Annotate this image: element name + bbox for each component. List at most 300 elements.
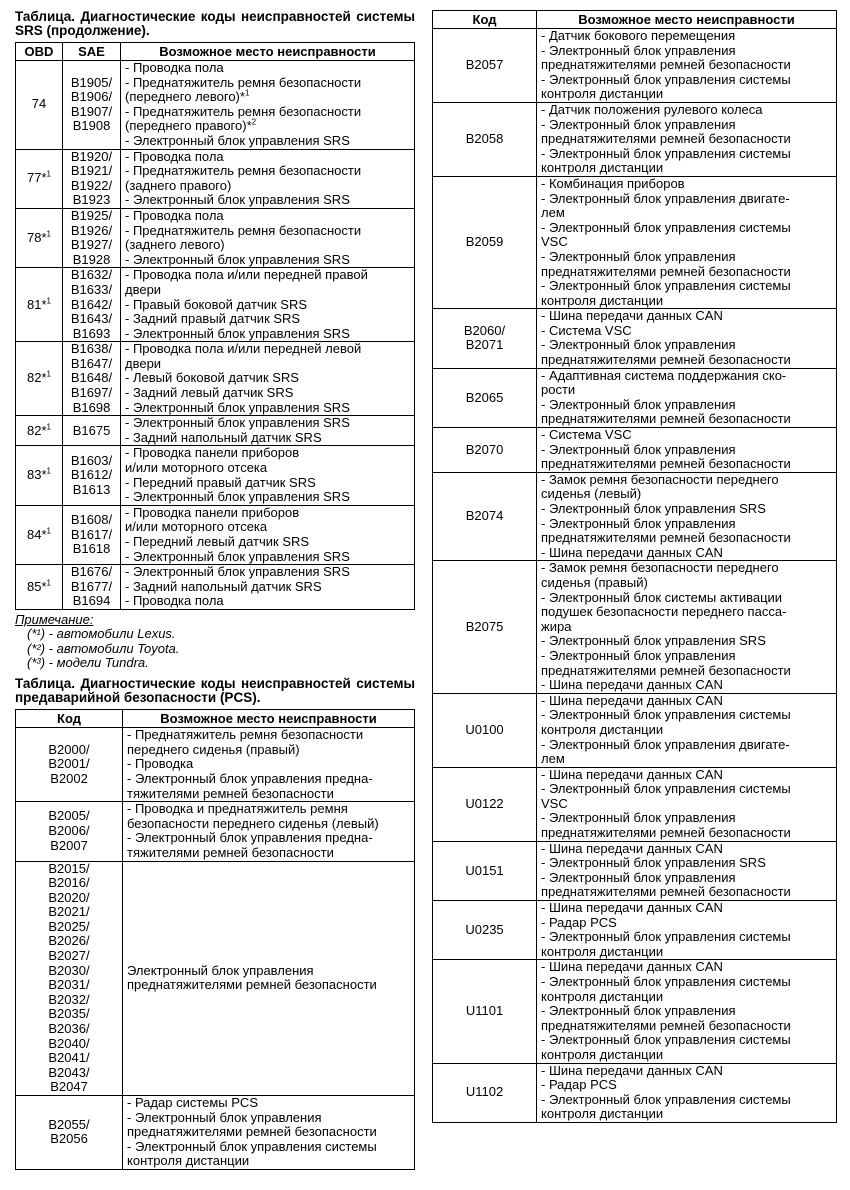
location-line: лем bbox=[541, 205, 565, 221]
location-line: - Преднатяжитель ремня безопасности bbox=[127, 727, 364, 743]
location-line: - Радар системы PCS bbox=[127, 1095, 258, 1110]
location-cell bbox=[121, 208, 415, 267]
sae-code-line: B1613 bbox=[72, 481, 111, 497]
location-cell bbox=[123, 728, 415, 802]
code-line: B2040/ bbox=[48, 1035, 90, 1051]
code-line: B2005/ bbox=[48, 808, 90, 824]
sae-code-line: B1922/ bbox=[70, 177, 113, 193]
location-line: - Электронный блок управления SRS bbox=[125, 192, 350, 208]
location-line: сиденья (левый) bbox=[541, 486, 642, 502]
location-line: - Шина передачи данных CAN bbox=[541, 692, 723, 708]
sae-code-line: B1612/ bbox=[70, 467, 113, 483]
location-line: - Электронный блок управления SRS bbox=[541, 633, 766, 649]
location-line: - Проводка пола и/или передней правой bbox=[125, 267, 368, 283]
code-line: B2021/ bbox=[48, 904, 90, 920]
location-line: - Шина передачи данных CAN bbox=[541, 766, 723, 782]
obd-code-cell: 85*$^1$ bbox=[16, 565, 63, 610]
code-line: B2036/ bbox=[48, 1021, 90, 1037]
table-row bbox=[433, 767, 837, 841]
code-line: B2055/ bbox=[48, 1116, 90, 1132]
code-cell bbox=[433, 472, 537, 561]
location-cell bbox=[537, 901, 837, 960]
sae-code-cell bbox=[63, 505, 121, 564]
location-line: преднатяжителями ремней безопасности bbox=[541, 884, 791, 900]
location-line: VSC bbox=[541, 795, 568, 811]
location-line: - Преднатяжитель ремня безопасности bbox=[125, 74, 362, 90]
sae-code-line: B1693 bbox=[72, 325, 111, 341]
location-header: Возможное место неисправности bbox=[537, 11, 837, 29]
location-line: - Электронный блок управления bbox=[541, 810, 736, 826]
location-line: - Задний правый датчик SRS bbox=[125, 311, 301, 327]
location-line: - Преднатяжитель ремня безопасности bbox=[125, 163, 362, 179]
code-line: U1101 bbox=[465, 1003, 504, 1019]
location-line: преднатяжителями ремней безопасности bbox=[541, 456, 791, 472]
location-cell bbox=[537, 693, 837, 767]
table-row bbox=[16, 1096, 415, 1170]
location-cell bbox=[537, 1063, 837, 1122]
code-cell bbox=[433, 368, 537, 427]
location-line: - Электронный блок управления системы bbox=[541, 145, 791, 161]
location-line: - Преднатяжитель ремня безопасности bbox=[125, 222, 362, 238]
code-header: Код bbox=[433, 11, 537, 29]
table-row bbox=[433, 561, 837, 693]
table-row bbox=[433, 693, 837, 767]
table-row bbox=[16, 565, 415, 610]
code-cell bbox=[433, 561, 537, 693]
code-line: B2074 bbox=[465, 508, 504, 524]
location-line: двери bbox=[125, 281, 162, 297]
location-line: - Электронный блок управления системы bbox=[541, 278, 791, 294]
location-line: контроля дистанции bbox=[541, 1106, 664, 1122]
sae-code-line: B1926/ bbox=[70, 222, 113, 238]
code-cell bbox=[433, 901, 537, 960]
sae-code-line: B1647/ bbox=[70, 355, 113, 371]
table-row bbox=[433, 960, 837, 1063]
sae-code-line: B1642/ bbox=[70, 296, 113, 312]
location-line: контроля дистанции bbox=[127, 1153, 250, 1169]
location-line: двери bbox=[125, 355, 162, 371]
location-line: подушек безопасности переднего пасса- bbox=[541, 604, 787, 620]
location-line: - Электронный блок управления SRS bbox=[125, 564, 350, 580]
code-line: B2015/ bbox=[48, 860, 90, 876]
right-column bbox=[432, 0, 837, 1123]
code-cell bbox=[433, 693, 537, 767]
table-row bbox=[16, 268, 415, 342]
location-line: контроля дистанции bbox=[541, 721, 664, 737]
location-line: преднатяжителями ремней безопасности bbox=[541, 131, 791, 147]
location-line: - Шина передачи данных CAN bbox=[541, 544, 723, 560]
location-line: контроля дистанции bbox=[541, 86, 664, 102]
code-line: B2059 bbox=[465, 234, 504, 250]
location-header: Возможное место неисправности bbox=[123, 710, 415, 728]
location-cell bbox=[121, 342, 415, 416]
note-label: Примечание: bbox=[15, 611, 94, 627]
location-line: контроля дистанции bbox=[541, 1046, 664, 1062]
sae-code-line: B1618 bbox=[72, 541, 111, 557]
sae-code-cell bbox=[63, 565, 121, 610]
srs-header-row bbox=[16, 43, 415, 61]
location-cell bbox=[121, 416, 415, 446]
sae-code-line: B1920/ bbox=[70, 148, 113, 164]
code-line: U0100 bbox=[465, 721, 504, 737]
location-cell bbox=[537, 176, 837, 308]
sae-code-cell bbox=[63, 416, 121, 446]
location-line: (заднего правого) bbox=[125, 177, 232, 193]
sae-code-line: B1927/ bbox=[70, 237, 113, 253]
table-row bbox=[16, 342, 415, 416]
obd-header: OBD bbox=[16, 43, 63, 61]
location-line: - Электронный блок управления bbox=[541, 396, 736, 412]
location-line: - Радар PCS bbox=[541, 1077, 617, 1093]
code-cell bbox=[433, 1063, 537, 1122]
location-cell bbox=[121, 505, 415, 564]
location-line: - Проводка пола bbox=[125, 60, 224, 75]
code-line: B2065 bbox=[465, 389, 504, 405]
location-line: - Проводка пола bbox=[125, 148, 224, 164]
location-cell bbox=[537, 767, 837, 841]
table-row bbox=[433, 102, 837, 176]
location-line: сиденья (правый) bbox=[541, 574, 648, 590]
location-header: Возможное место неисправности bbox=[121, 43, 415, 61]
table-row bbox=[16, 505, 415, 564]
location-line: - Электронный блок управления SRS bbox=[125, 132, 350, 148]
sae-code-line: B1921/ bbox=[70, 163, 113, 179]
location-line: - Левый боковой датчик SRS bbox=[125, 370, 299, 386]
table-row bbox=[433, 841, 837, 900]
location-cell bbox=[121, 565, 415, 610]
table-row bbox=[16, 446, 415, 505]
location-line: - Электронный блок управления предна- bbox=[127, 830, 373, 846]
location-line: тяжителями ремней безопасности bbox=[127, 844, 334, 860]
table-row bbox=[16, 802, 415, 861]
sae-code-line: B1923 bbox=[72, 192, 111, 208]
code-cell bbox=[433, 767, 537, 841]
location-line: - Электронный блок управления системы bbox=[127, 1138, 377, 1154]
sae-code-line: B1928 bbox=[72, 251, 111, 267]
sae-code-line: B1608/ bbox=[70, 512, 113, 528]
location-line: - Электронный блок управления системы bbox=[541, 929, 791, 945]
location-line: - Комбинация приборов bbox=[541, 175, 685, 191]
code-cell bbox=[433, 960, 537, 1063]
obd-code-cell: 83*$^1$ bbox=[16, 446, 63, 505]
code-line: B2032/ bbox=[48, 991, 90, 1007]
location-line: - Электронный блок управления системы bbox=[541, 974, 791, 989]
code-line: B2057 bbox=[465, 57, 504, 73]
location-line: - Датчик бокового перемещения bbox=[541, 28, 736, 43]
code-line: B2060/ bbox=[463, 322, 506, 338]
code-line: B2000/ bbox=[48, 741, 90, 757]
location-line: - Замок ремня безопасности переднего bbox=[541, 471, 779, 487]
table-row bbox=[16, 208, 415, 267]
location-cell bbox=[121, 268, 415, 342]
location-line: - Электронный блок управления системы bbox=[541, 219, 791, 235]
srs-dtc-table bbox=[15, 42, 415, 610]
sae-code-line: B1675 bbox=[72, 422, 111, 438]
note-item: (*¹) - автомобили Lexus. bbox=[27, 626, 176, 642]
location-line: - Электронный блок управления SRS bbox=[125, 548, 350, 564]
sae-code-line: B1698 bbox=[72, 399, 111, 415]
location-line: преднатяжителями ремней безопасности bbox=[541, 1017, 791, 1033]
location-line: - Проводка панели приборов bbox=[125, 504, 300, 520]
sae-code-cell bbox=[63, 446, 121, 505]
code-line: B2001/ bbox=[48, 756, 90, 772]
sae-code-cell bbox=[63, 149, 121, 208]
location-line: - Шина передачи данных CAN bbox=[541, 308, 723, 324]
table-row bbox=[433, 29, 837, 103]
obd-code-cell: 78*$^1$ bbox=[16, 208, 63, 267]
location-line: - Замок ремня безопасности переднего bbox=[541, 560, 779, 576]
location-line: - Система VSC bbox=[541, 322, 632, 338]
code-line: U0235 bbox=[465, 921, 504, 937]
location-line: - Правый боковой датчик SRS bbox=[125, 296, 308, 312]
sae-code-line: B1697/ bbox=[70, 385, 113, 401]
location-line: (переднего левого)*$^1$ bbox=[125, 88, 250, 105]
pcs-dtc-table bbox=[15, 709, 415, 1170]
obd-code-cell: 74 bbox=[16, 61, 63, 150]
location-cell bbox=[537, 368, 837, 427]
code-cell bbox=[433, 102, 537, 176]
obd-code-cell: 84*$^1$ bbox=[16, 505, 63, 564]
location-line: - Электронный блок управления SRS bbox=[541, 855, 766, 871]
code-cell bbox=[16, 861, 123, 1096]
location-line: преднатяжителями ремней безопасности bbox=[541, 263, 791, 279]
location-line: - Электронный блок управления bbox=[541, 248, 736, 264]
code-cell bbox=[433, 29, 537, 103]
location-line: - Шина передачи данных CAN bbox=[541, 959, 723, 975]
location-line: - Электронный блок управления двигате- bbox=[541, 736, 790, 752]
code-cell bbox=[433, 428, 537, 473]
code-line: B2027/ bbox=[48, 948, 90, 964]
location-line: - Задний напольный датчик SRS bbox=[125, 429, 322, 445]
code-line: U1102 bbox=[465, 1084, 504, 1100]
location-line: - Проводка bbox=[127, 756, 194, 772]
location-line: - Электронный блок управления предна- bbox=[127, 770, 373, 786]
location-line: и/или моторного отсека bbox=[125, 460, 268, 476]
location-line: безопасности переднего сиденья (левый) bbox=[127, 815, 379, 831]
sae-code-line: B1677/ bbox=[70, 578, 113, 594]
code-line: B2006/ bbox=[48, 823, 90, 839]
location-line: тяжителями ремней безопасности bbox=[127, 785, 334, 801]
location-line: - Электронный блок управления системы bbox=[541, 707, 791, 723]
code-line: B2026/ bbox=[48, 933, 90, 949]
location-line: - Передний левый датчик SRS bbox=[125, 534, 310, 549]
location-line: - Электронный блок управления SRS bbox=[125, 399, 350, 415]
sae-header: SAE bbox=[63, 43, 121, 61]
location-line: - Задний напольный датчик SRS bbox=[125, 578, 322, 594]
location-line: контроля дистанции bbox=[541, 292, 664, 308]
sae-code-line: B1633/ bbox=[70, 281, 113, 297]
location-line: - Электронный блок управления системы bbox=[541, 1032, 791, 1048]
obd-code-cell: 77*$^1$ bbox=[16, 149, 63, 208]
location-line: рости bbox=[541, 382, 576, 398]
note-item: (*²) - автомобили Toyota. bbox=[27, 640, 180, 656]
table-row bbox=[16, 149, 415, 208]
location-line: (переднего правого)*$^2$ bbox=[125, 118, 257, 134]
sae-code-cell bbox=[63, 61, 121, 150]
code-line: B2025/ bbox=[48, 918, 90, 934]
location-line: - Шина передачи данных CAN bbox=[541, 1062, 723, 1078]
code-line: B2002 bbox=[50, 770, 88, 786]
code-line: B2035/ bbox=[48, 1006, 90, 1022]
pcs-cont-header-row bbox=[433, 11, 837, 29]
location-line: преднатяжителями ремней безопасности bbox=[541, 530, 791, 546]
table-row bbox=[433, 176, 837, 308]
location-line: - Электронный блок управления bbox=[541, 116, 736, 132]
location-line: - Проводка пола bbox=[125, 593, 224, 609]
sae-code-line: B1617/ bbox=[70, 526, 113, 542]
sae-code-line: B1905/ bbox=[70, 74, 113, 90]
code-cell bbox=[16, 1096, 123, 1170]
sae-code-line: B1676/ bbox=[70, 564, 113, 580]
location-line: - Шина передачи данных CAN bbox=[541, 840, 723, 856]
obd-code-cell: 82*$^1$ bbox=[16, 416, 63, 446]
location-cell bbox=[537, 29, 837, 103]
location-cell bbox=[537, 472, 837, 561]
location-line: - Электронный блок системы активации bbox=[541, 589, 783, 605]
code-line: B2075 bbox=[465, 618, 504, 634]
sae-code-cell bbox=[63, 342, 121, 416]
table-row bbox=[433, 428, 837, 473]
sae-code-line: B1632/ bbox=[70, 267, 113, 283]
location-line: - Датчик положения рулевого колеса bbox=[541, 101, 763, 117]
sae-code-line: B1648/ bbox=[70, 370, 113, 386]
code-line: U0122 bbox=[465, 795, 504, 811]
code-cell bbox=[433, 176, 537, 308]
location-line: и/или моторного отсека bbox=[125, 519, 268, 535]
code-line: B2020/ bbox=[48, 889, 90, 905]
location-line: преднатяжителями ремней безопасности bbox=[541, 411, 791, 427]
table-row bbox=[16, 728, 415, 802]
location-cell bbox=[537, 428, 837, 473]
location-line: преднатяжителями ремней безопасности bbox=[127, 977, 377, 993]
location-line: контроля дистанции bbox=[541, 943, 664, 959]
sae-code-line: B1925/ bbox=[70, 207, 113, 223]
code-line: B2030/ bbox=[48, 962, 90, 978]
table-row bbox=[433, 901, 837, 960]
location-line: преднатяжителями ремней безопасности bbox=[541, 662, 791, 678]
code-cell bbox=[433, 841, 537, 900]
location-line: преднатяжителями ремней безопасности bbox=[541, 352, 791, 368]
table-row bbox=[433, 472, 837, 561]
location-line: - Электронный блок управления bbox=[541, 42, 736, 58]
sae-code-cell bbox=[63, 208, 121, 267]
location-cell bbox=[537, 309, 837, 368]
location-line: - Электронный блок управления системы bbox=[541, 71, 791, 87]
sae-code-line: B1907/ bbox=[70, 103, 113, 119]
table-row bbox=[16, 416, 415, 446]
location-line: - Система VSC bbox=[541, 427, 632, 443]
location-line: - Электронный блок управления bbox=[541, 441, 736, 457]
sae-code-line: B1603/ bbox=[70, 452, 113, 468]
sae-code-line: B1694 bbox=[72, 593, 111, 609]
sae-code-line: B1638/ bbox=[70, 341, 113, 357]
table-row bbox=[433, 1063, 837, 1122]
pcs-table-title: Таблица. Диагностические коды неисправностей системы предаварийной безопасности (PCS). bbox=[15, 676, 415, 706]
code-header: Код bbox=[16, 710, 123, 728]
table-row bbox=[16, 861, 415, 1096]
table-row bbox=[16, 61, 415, 150]
code-line: U0151 bbox=[465, 862, 504, 878]
location-cell bbox=[121, 446, 415, 505]
code-line: B2043/ bbox=[48, 1064, 90, 1080]
code-line: B2047 bbox=[50, 1079, 88, 1095]
location-line: - Электронный блок управления bbox=[541, 337, 736, 353]
pcs-dtc-table-continued bbox=[432, 10, 837, 1123]
location-line: (заднего левого) bbox=[125, 237, 225, 253]
location-line: преднатяжителями ремней безопасности bbox=[127, 1124, 377, 1140]
location-cell bbox=[123, 802, 415, 861]
location-line: - Электронный блок управления системы bbox=[541, 781, 791, 797]
code-line: B2058 bbox=[465, 131, 504, 147]
code-line: B2071 bbox=[465, 337, 504, 353]
location-line: - Проводка пола bbox=[125, 207, 224, 223]
location-line: - Электронный блок управления bbox=[541, 515, 736, 531]
obd-code-cell: 81*$^1$ bbox=[16, 268, 63, 342]
note-item: (*³) - модели Tundra. bbox=[27, 654, 149, 670]
location-cell bbox=[537, 561, 837, 693]
location-line: - Электронный блок управления системы bbox=[541, 1091, 791, 1107]
location-line: - Электронный блок управления двигате- bbox=[541, 190, 790, 206]
location-line: переднего сиденья (правый) bbox=[127, 741, 300, 757]
location-cell bbox=[537, 841, 837, 900]
location-line: лем bbox=[541, 751, 565, 767]
pcs-header-row bbox=[16, 710, 415, 728]
left-column bbox=[15, 0, 415, 1170]
code-line: B2056 bbox=[50, 1131, 88, 1147]
location-cell bbox=[123, 1096, 415, 1170]
table-row bbox=[433, 309, 837, 368]
location-line: - Радар PCS bbox=[541, 914, 617, 930]
sae-code-line: B1908 bbox=[72, 118, 111, 134]
location-line: - Электронный блок управления SRS bbox=[125, 489, 350, 505]
obd-code-cell: 82*$^1$ bbox=[16, 342, 63, 416]
code-line: B2016/ bbox=[48, 875, 90, 891]
location-line: - Адаптивная система поддержания ско- bbox=[541, 367, 787, 383]
location-cell bbox=[121, 61, 415, 150]
location-line: - Электронный блок управления SRS bbox=[125, 325, 350, 341]
location-line: жира bbox=[541, 618, 572, 634]
location-line: - Задний левый датчик SRS bbox=[125, 385, 294, 401]
code-line: B2070 bbox=[465, 441, 504, 457]
table-row bbox=[433, 368, 837, 427]
srs-table-title: Таблица. Диагностические коды неисправностей системы SRS (продолжение). bbox=[15, 9, 415, 38]
location-line: - Электронный блок управления bbox=[541, 647, 736, 663]
location-line: Электронный блок управления bbox=[127, 962, 314, 978]
code-cell bbox=[16, 802, 123, 861]
location-line: - Шина передачи данных CAN bbox=[541, 900, 723, 916]
sae-code-cell bbox=[63, 268, 121, 342]
location-line: - Электронный блок управления SRS bbox=[541, 501, 766, 516]
note-block bbox=[15, 613, 415, 670]
location-line: - Проводка и преднатяжитель ремня bbox=[127, 801, 348, 817]
location-line: - Шина передачи данных CAN bbox=[541, 677, 723, 693]
location-cell bbox=[537, 102, 837, 176]
location-line: контроля дистанции bbox=[541, 988, 664, 1004]
location-cell bbox=[123, 861, 415, 1096]
location-line: - Электронный блок управления bbox=[127, 1109, 322, 1125]
location-line: - Передний правый датчик SRS bbox=[125, 474, 316, 490]
location-line: - Проводка пола и/или передней левой bbox=[125, 341, 362, 357]
location-line: контроля дистанции bbox=[541, 160, 664, 176]
location-line: преднатяжителями ремней безопасности bbox=[541, 825, 791, 841]
code-cell bbox=[433, 309, 537, 368]
code-cell bbox=[16, 728, 123, 802]
location-line: преднатяжителями ремней безопасности bbox=[541, 57, 791, 73]
location-line: - Электронный блок управления SRS bbox=[125, 251, 350, 267]
location-line: - Электронный блок управления bbox=[541, 869, 736, 885]
code-line: B2041/ bbox=[48, 1050, 90, 1066]
location-cell bbox=[537, 960, 837, 1063]
